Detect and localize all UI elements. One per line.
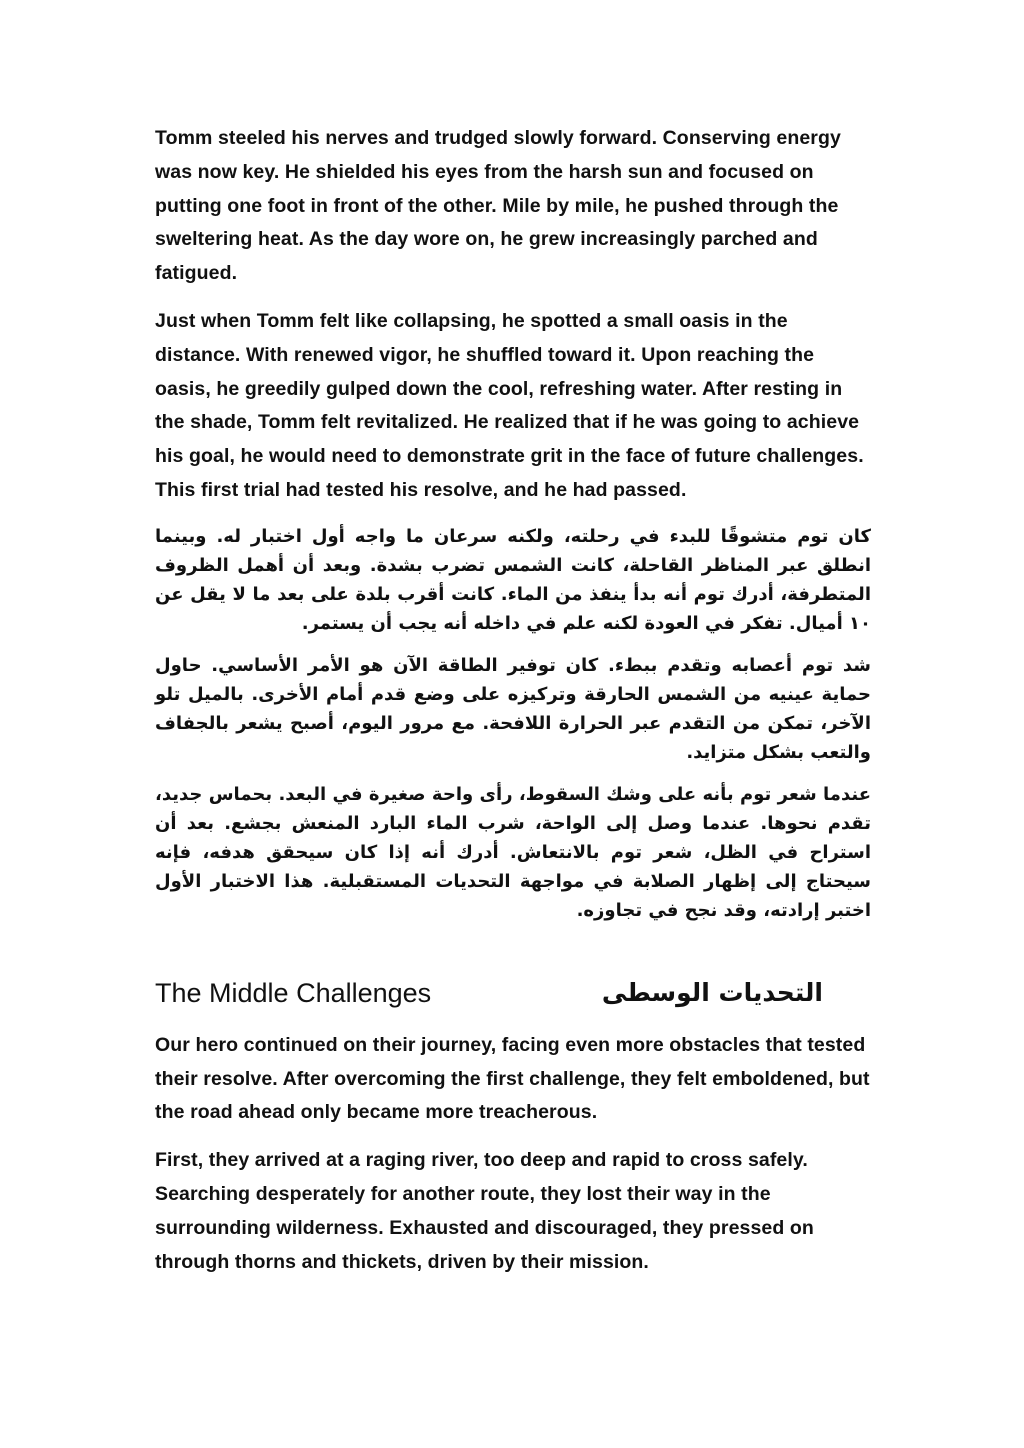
section-heading bbox=[155, 975, 823, 1011]
paragraph-ar: عندما شعر توم بأنه على وشك السقوط، رأى واحة صغيرة في البعد. بحماس جديد، تقدم نحوها. عندما وصل إلى الواحة، شرب الماء البارد المنعش بجشع. بعد أن استراح في الظل، شعر توم بالانتعاش. أدرك أنه إذا كان سيحقق هدفه، فإنه سيحتاج إلى إظهار الصلابة في مواجهة التحديات المستقبلية. هذا الاختبار الأول اختبر إرادته، وقد نجح في تجاوزه. bbox=[155, 783, 871, 921]
section-heading-ar: التحديات الوسطى bbox=[601, 977, 823, 1007]
paragraph-ar: شد توم أعصابه وتقدم ببطء. كان توفير الطاقة الآن هو الأمر الأساسي. حاول حماية عينيه من الشمس الحارقة وتركيزه على وضع قدم أمام الأخرى. بالميل تلو الآخر، تمكن من التقدم عبر الحرارة اللافحة. مع مرور اليوم، أصبح يشعر بالجفاف والتعب بشكل متزايد. bbox=[155, 654, 871, 763]
paragraph-en: First, they arrived at a raging river, too deep and rapid to cross safely. Searching desperately for another route, they lost their way in the surrounding wilderness. Exhausted and discouraged, they pressed on through thorns and thickets, driven by their mission. bbox=[155, 1149, 814, 1273]
paragraph-en: Our hero continued on their journey, facing even more obstacles that tested their resolve. After overcoming the first challenge, they felt emboldened, but the road ahead only became more treacherous. bbox=[155, 1033, 870, 1124]
document-page bbox=[155, 122, 871, 1293]
paragraph-ar: كان توم متشوقًا للبدء في رحلته، ولكنه سرعان ما واجه أول اختبار له. وبينما انطلق عبر المناظر القاحلة، كانت الشمس تضرب بشدة. وبعد أن أهمل الظروف المتطرفة، أدرك توم أنه بدأ ينفذ من الماء. كانت أقرب بلدة على بعد ما لا يقل عن ١٠ أميال. تفكر في العودة لكنه علم في داخله أنه يجب أن يستمر. bbox=[155, 525, 871, 634]
paragraph-en: Just when Tomm felt like collapsing, he spotted a small oasis in the distance. With renewed vigor, he shuffled toward it. Upon reaching the oasis, he greedily gulped down the cool, refreshing water. After resting in the shade, Tomm felt revitalized. He realized that if he was going to achieve his goal, he would need to demonstrate grit in the face of future challenges. This first trial had tested his resolve, and he had passed. bbox=[155, 309, 864, 501]
paragraph-en: Tomm steeled his nerves and trudged slowly forward. Conserving energy was now key. He shielded his eyes from the harsh sun and focused on putting one foot in front of the other. Mile by mile, he pushed through the sweltering heat. As the day wore on, he grew increasingly parched and fatigued. bbox=[155, 127, 841, 285]
section-heading-en: The Middle Challenges bbox=[155, 977, 432, 1008]
